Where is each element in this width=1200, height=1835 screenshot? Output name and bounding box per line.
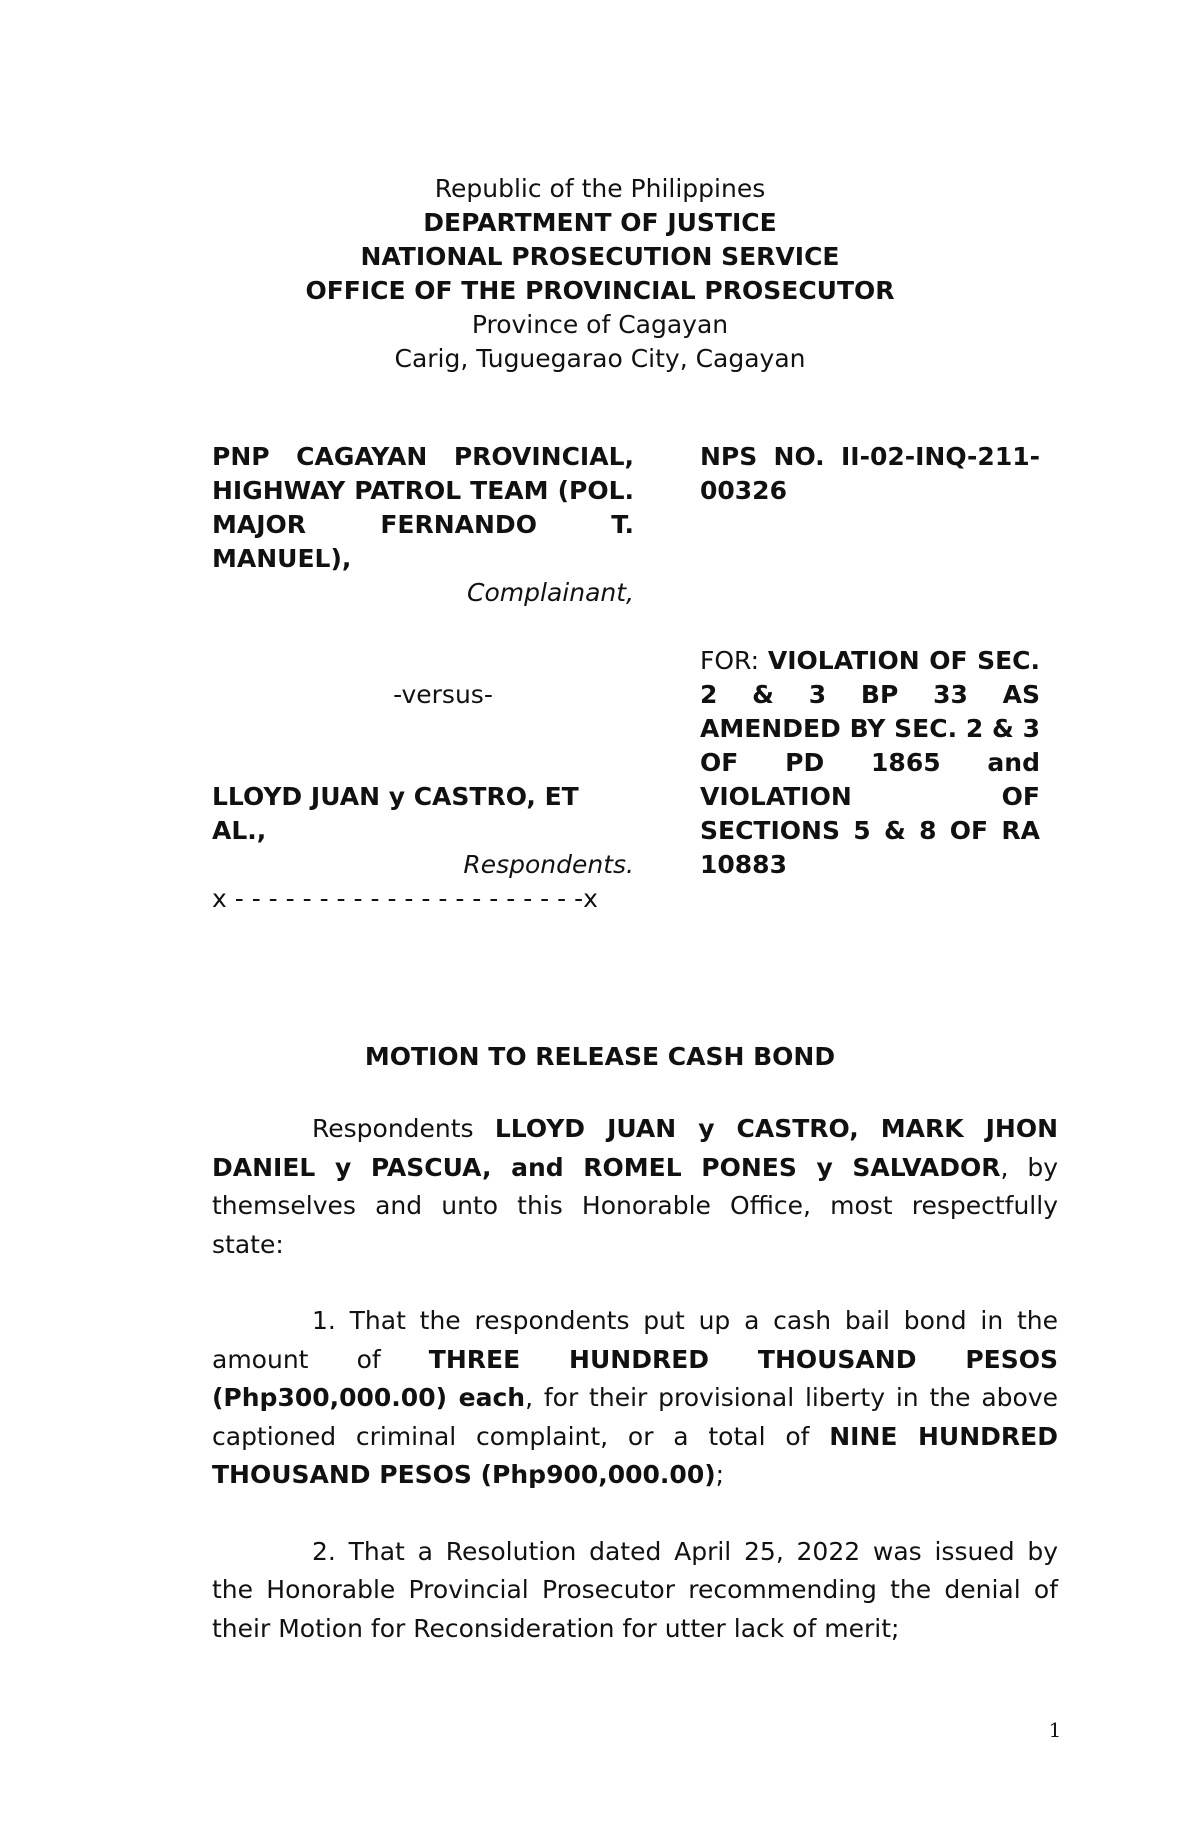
service-line: NATIONAL PROSECUTION SERVICE (360, 242, 840, 271)
complainant-name: PNP CAGAYAN PROVINCIAL, HIGHWAY PATROL TEAM (POL. MAJOR FERNANDO T. MANUEL), (212, 442, 634, 573)
caption-separator: x - - - - - - - - - - - - - - - - - - - - -x (212, 884, 598, 913)
para1-text-3: ; (715, 1460, 725, 1489)
department-line: DEPARTMENT OF JUSTICE (423, 208, 777, 237)
province-line: Province of Cagayan (471, 310, 729, 339)
page-number: 1 (1048, 1718, 1062, 1742)
intro-text-2: , by themselves and unto this Honorable Office, most respectfully state: (212, 1152, 1058, 1259)
complainant-role: Complainant, (467, 578, 634, 607)
document-body (212, 1110, 1058, 1686)
document-title: MOTION TO RELEASE CASH BOND (364, 1042, 836, 1071)
charge-text: VIOLATION OF SEC. 2 & 3 BP 33 AS AMENDED BY SEC. 2 & 3 OF PD 1865 and VIOLATION OF SECTIONS 5 & 8 OF RA 10883 (700, 646, 1041, 879)
respondent-role: Respondents. (463, 850, 634, 879)
paragraph-2: 2. That a Resolution dated April 25, 2022 was issued by the Honorable Provincial Prosecutor recommending the denial of their Motion for Reconsideration for utter lack of merit; (212, 1536, 1058, 1643)
respondent-names: LLOYD JUAN y CASTRO, MARK JHON DANIEL y PASCUA, and ROMEL PONES y SALVADOR (212, 1114, 1059, 1182)
paragraph-1 (212, 1302, 1058, 1495)
office-line: OFFICE OF THE PROVINCIAL PROSECUTOR (305, 276, 895, 305)
respondent-name: LLOYD JUAN y CASTRO, ET AL., (212, 782, 579, 845)
letterhead (0, 172, 1200, 376)
case-number: NPS NO. II-02-INQ-211-00326 (700, 442, 1040, 505)
versus-label: -versus- (393, 680, 493, 709)
address-line: Carig, Tuguegarao City, Cagayan (394, 344, 806, 373)
intro-text-1: Respondents (312, 1114, 495, 1143)
case-details-column (700, 440, 1040, 882)
charge-block (700, 644, 1040, 882)
parties-column (212, 440, 634, 916)
para1-text-2: , for their provisional liberty in the above captioned criminal complaint, or a total of (212, 1383, 1058, 1451)
bond-amount-each: THREE HUNDRED THOUSAND PESOS (Php300,000.00) each (212, 1344, 1058, 1412)
intro-paragraph (212, 1110, 1058, 1264)
bond-amount-total: NINE HUNDRED THOUSAND PESOS (Php900,000.00) (212, 1421, 1058, 1489)
for-label: FOR: (700, 646, 760, 675)
para1-text-1: 1. That the respondents put up a cash bail bond in the amount of (212, 1306, 1058, 1374)
case-caption (212, 440, 1040, 1000)
republic-line: Republic of the Philippines (434, 174, 766, 203)
